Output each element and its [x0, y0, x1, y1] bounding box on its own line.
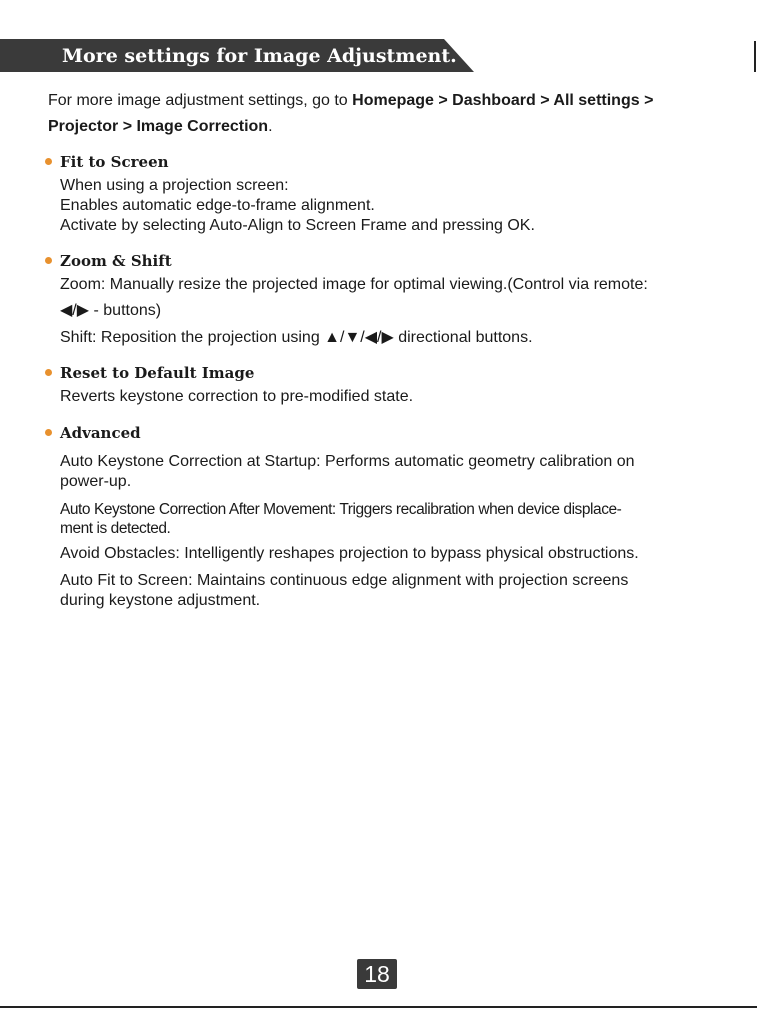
section-line: Reverts keystone correction to pre-modified state.: [60, 388, 414, 405]
page-number: 18: [357, 959, 397, 989]
section-heading-zoom-shift: [45, 251, 172, 271]
section-heading-advanced: [45, 423, 141, 443]
section-line: Auto Fit to Screen: Maintains continuous edge alignment with projection screens: [60, 572, 629, 589]
section-line: power-up.: [60, 473, 132, 490]
edge-divider: [754, 41, 756, 72]
settings-path-part1: Homepage > Dashboard > All settings >: [352, 92, 654, 109]
page-title: More settings for Image Adjustment.: [62, 45, 457, 67]
section-line: When using a projection screen:: [60, 177, 289, 194]
intro-paragraph: [48, 88, 728, 140]
footer-divider: [0, 1006, 757, 1008]
section-title: Reset to Default Image: [60, 364, 255, 382]
intro-prefix: For more image adjustment settings, go to: [48, 92, 353, 109]
intro-suffix: .: [268, 118, 273, 135]
section-title: Zoom & Shift: [60, 252, 172, 270]
section-line: Zoom: Manually resize the projected image for optimal viewing.(Control via remote:: [60, 276, 648, 293]
section-line: ment is detected.: [60, 520, 171, 537]
bullet-icon: [45, 429, 52, 436]
section-heading-reset-default: [45, 363, 254, 383]
bullet-icon: [45, 369, 52, 376]
section-line: Shift: Reposition the projection using ▲/▼/◀/▶ directional buttons.: [60, 329, 533, 346]
section-heading-fit-to-screen: [45, 152, 169, 172]
section-line: Auto Keystone Correction at Startup: Performs automatic geometry calibration on: [60, 453, 635, 470]
bullet-icon: [45, 158, 52, 165]
bullet-icon: [45, 257, 52, 264]
section-line: ◀/▶ - buttons): [60, 302, 162, 319]
section-line: Enables automatic edge-to-frame alignment.: [60, 197, 375, 214]
section-line: Avoid Obstacles: Intelligently reshapes projection to bypass physical obstructions.: [60, 545, 639, 562]
section-title: Fit to Screen: [60, 153, 169, 171]
section-title: Advanced: [60, 424, 141, 442]
section-line: during keystone adjustment.: [60, 592, 261, 609]
settings-path-part2: Projector > Image Correction: [48, 118, 269, 135]
section-line: Activate by selecting Auto-Align to Screen Frame and pressing OK.: [60, 217, 535, 234]
section-line: Auto Keystone Correction After Movement: Triggers recalibration when device displace-: [60, 501, 622, 518]
